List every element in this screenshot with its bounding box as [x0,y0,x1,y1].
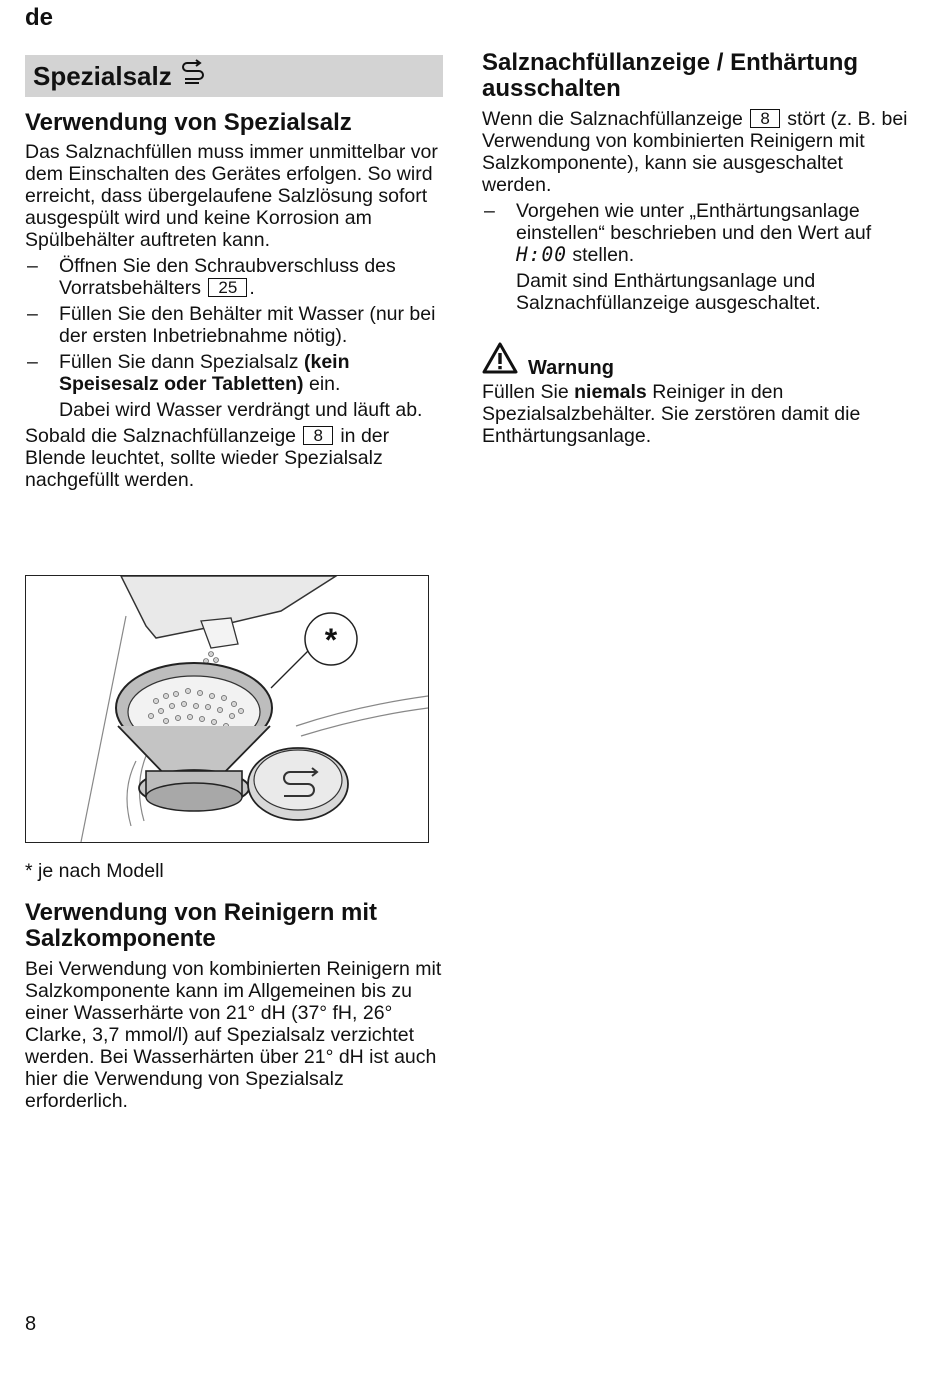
step-text: . [249,277,255,299]
step-text: stellen. [572,244,635,266]
list-item [25,255,443,299]
warning-bold-text: niemals [574,381,647,403]
warning-title: Warnung [528,357,614,379]
intro-paragraph: Das Salznachfüllen muss immer unmittelbar vor dem Einschalten des Gerätes erfolgen. So wird erreicht, dass übergelaufene Salzlösung sofort ausgespült wird und keine Korrosion am Spülbehälter auftreten kann. [25,141,438,251]
warning-text-part: Füllen Sie [482,381,569,403]
intro-text: Wenn die Salznachfüllanzeige [482,108,743,130]
step-note: Damit sind Enthärtungsanlage und Salznachfüllanzeige ausgeschaltet. [516,270,821,314]
list-item [25,351,443,395]
warning-text [482,381,912,447]
section-title-bar [25,55,443,97]
outro-text: in der Blende leuchtet, sollte wieder Spezialsalz nachgefüllt werden. [25,425,390,491]
heading-disable-indicator: Salznachfüllanzeige / Enthärtung ausschalten [482,49,859,102]
step-text: Öffnen Sie den Schraubverschluss des Vorratsbehälters [59,255,396,299]
warning-text-part: Reiniger in den Spezialsalzbehälter. Sie zerstören damit die Enthärtungsanlage. [482,381,861,447]
right-intro [482,108,912,196]
section-title: Spezialsalz [33,61,172,91]
list-item: – Füllen Sie den Behälter mit Wasser (nur bei der ersten Inbetriebnahme nötig). [25,303,443,347]
display-value: H:00 [516,243,567,266]
warning-triangle-icon [482,342,518,379]
heading-special-salt-usage: Verwendung von Spezialsalz [25,109,352,136]
left-column [25,55,443,491]
salt-refill-icon [180,59,206,93]
reference-box: 8 [750,109,779,128]
footnote: * je nach Modell [25,860,164,882]
language-label: de [25,4,54,31]
step-text: Füllen Sie dann Spezialsalz [59,351,299,373]
list-item [482,200,912,266]
cleaner-paragraph: Bei Verwendung von kombinierten Reinigern mit Salzkomponente kann im Allgemeinen bis zu einer Wasserhärte von 21° dH (37° fH, 26° Clarke, 3,7 mmol/l) auf Spezialsalz verzichtet werden. Bei Wasserhärten über 21° dH ist auch hier die Verwendung von Spezialsalz erforderlich. [25,958,442,1112]
salt-refill-illustration [25,575,429,843]
step-text: ein. [308,373,341,395]
reference-box: 25 [208,278,247,297]
step-note: Dabei wird Wasser verdrängt und läuft ab. [59,399,423,421]
reference-box: 8 [303,426,332,445]
warning-heading [482,342,912,379]
heading-cleaner-with-salt: Verwendung von Reinigern mit Salzkomponente [25,899,378,952]
outro-paragraph [25,425,443,491]
outro-text: Sobald die Salznachfüllanzeige [25,425,297,447]
bottom-left-section [25,900,443,1112]
asterisk-label: * [324,622,338,658]
page-number: 8 [25,1313,37,1335]
right-column [482,50,912,447]
step-text: Vorgehen wie unter „Enthärtungsanlage einstellen“ beschrieben und den Wert auf [516,200,872,244]
intro-text: stört (z. B. bei Verwendung von kombinierten Reinigern mit Salzkomponente), kann sie ausgeschaltet werden. [482,108,908,196]
step-bold-text: (kein Speisesalz oder Tabletten) [59,351,350,395]
